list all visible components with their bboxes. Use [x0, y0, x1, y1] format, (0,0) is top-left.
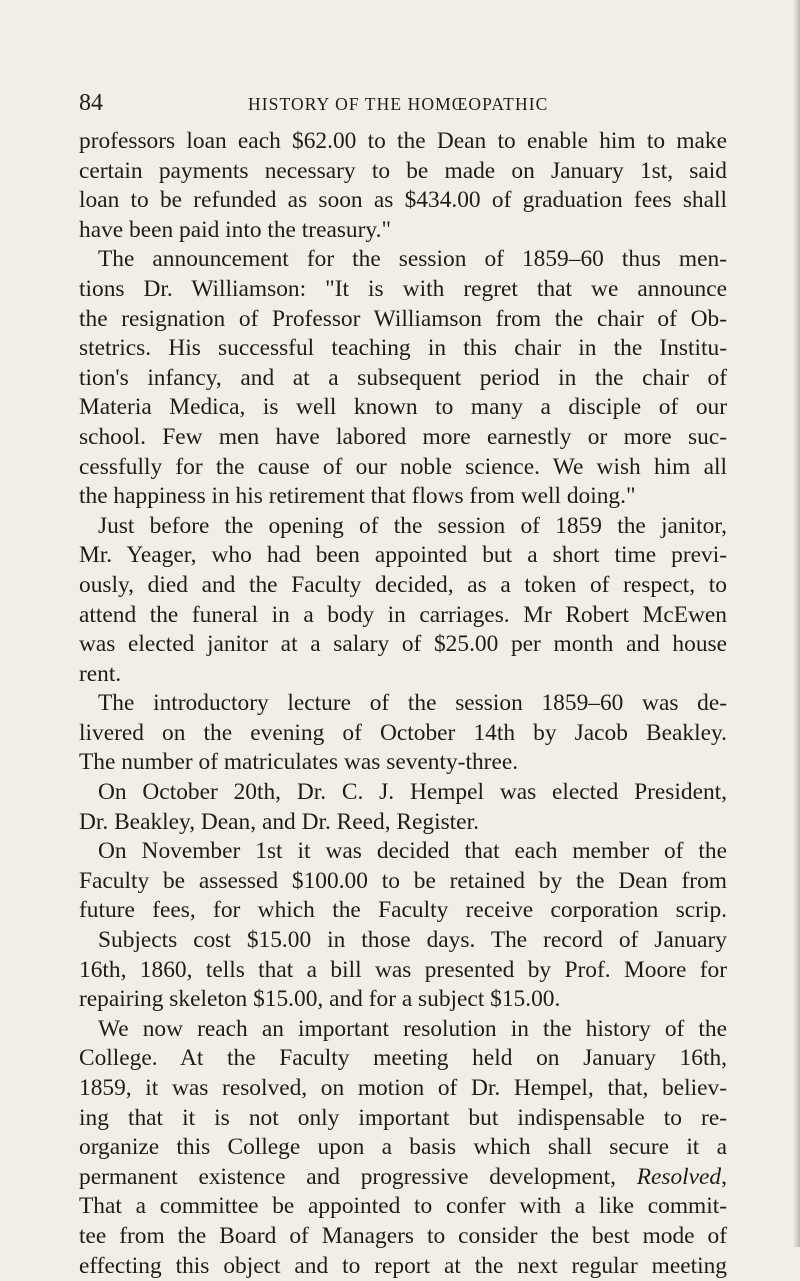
text-line-content: future fees, for which the Faculty receive corporation scrip.: [79, 897, 727, 924]
text-line: [79, 630, 727, 660]
text-line-content: stetrics. His successful teaching in this chair in the Institu-: [79, 335, 727, 362]
text-line-content: loan to be refunded as soon as $434.00 of graduation fees shall: [79, 187, 727, 214]
text-line: [79, 748, 727, 778]
text-line: [79, 1163, 727, 1193]
text-line-content: College. At the Faculty meeting held on January 16th,: [79, 1045, 727, 1072]
running-head: HISTORY OF THE HOMŒOPATHIC: [248, 94, 549, 114]
page-edge-shadow: [793, 0, 800, 1247]
page-header: [0, 88, 800, 118]
text-line-content: Faculty be assessed $100.00 to be retained by the Dean from: [79, 867, 727, 894]
text-line: [79, 512, 727, 542]
text-line: [79, 660, 727, 690]
text-line-content: tion's infancy, and at a subsequent period in the chair of: [79, 364, 727, 391]
italic-word: Resolved: [636, 1163, 722, 1190]
text-line: [79, 1192, 727, 1222]
text-line: [79, 778, 727, 808]
text-line-punctuation: ,: [721, 1163, 727, 1190]
text-line: [79, 837, 727, 867]
text-line-content: Dr. Beakley, Dean, and Dr. Reed, Register.: [79, 808, 479, 835]
text-line-content: Subjects cost $15.00 in those days. The record of January: [98, 927, 727, 954]
text-line: [79, 216, 727, 246]
text-line-content: have been paid into the treasury.": [79, 216, 391, 243]
text-line-content: tee from the Board of Managers to consider the best mode of: [79, 1222, 727, 1249]
text-line: [79, 601, 727, 631]
text-line-content: rent.: [79, 660, 122, 687]
text-line-content: cessfully for the cause of our noble science. We wish him all: [79, 453, 727, 480]
text-line-content: 1859, it was resolved, on motion of Dr. Hempel, that, believ-: [79, 1075, 727, 1101]
text-line-content: On October 20th, Dr. C. J. Hempel was elected President,: [98, 779, 727, 806]
text-line-content: tions Dr. Williamson: "It is with regret that we announce: [79, 275, 727, 302]
body-text: [79, 127, 727, 1281]
text-line-content: 16th, 1860, tells that a bill was presented by Prof. Moore for: [79, 956, 727, 983]
text-line: [79, 1222, 727, 1252]
text-line: [79, 334, 727, 364]
text-line: [79, 157, 727, 187]
text-line-content: The introductory lecture of the session 1859–60 was de-: [98, 690, 727, 717]
text-line: [79, 245, 727, 275]
text-line-content: The number of matriculates was seventy-three.: [79, 749, 519, 776]
text-line: [79, 1252, 727, 1281]
text-line-content: On November 1st it was decided that each member of the: [98, 838, 727, 865]
text-line: [79, 275, 727, 305]
page-number: 84: [79, 90, 103, 116]
text-line: [79, 926, 727, 956]
text-line: [79, 127, 727, 157]
text-line-content: school. Few men have labored more earnestly or more suc-: [79, 423, 727, 450]
text-line: [79, 1133, 727, 1163]
text-line: [79, 1074, 727, 1104]
text-line-content: livered on the evening of October 14th by Jacob Beakley.: [79, 719, 727, 746]
text-line-content: attend the funeral in a body in carriages. Mr Robert McEwen: [79, 601, 727, 628]
text-line: [79, 808, 727, 838]
text-line: [79, 1015, 727, 1045]
text-line: [79, 453, 727, 483]
text-line-content: certain payments necessary to be made on January 1st, said: [79, 157, 727, 184]
text-line-content: That a committee be appointed to confer with a like commit-: [79, 1193, 727, 1220]
text-line-content: repairing skeleton $15.00, and for a subject $15.00.: [79, 986, 561, 1013]
text-line-content: The announcement for the session of 1859–60 thus men-: [98, 246, 727, 273]
text-line-content: was elected janitor at a salary of $25.00 per month and house: [79, 631, 727, 658]
text-line-content: the resignation of Professor Williamson from the chair of Ob-: [79, 305, 727, 332]
text-line-content: Mr. Yeager, who had been appointed but a short time previ-: [79, 542, 727, 569]
text-line-content: Materia Medica, is well known to many a disciple of our: [79, 394, 727, 421]
text-line: [79, 541, 727, 571]
text-line-content: effecting this object and to report at the next regular meeting: [79, 1252, 727, 1279]
text-line-content: We now reach an important resolution in the history of the: [98, 1015, 727, 1042]
text-line: [79, 393, 727, 423]
text-line-content: permanent existence and progressive development,: [79, 1163, 637, 1190]
text-line-content: the happiness in his retirement that flows from well doing.": [79, 483, 636, 510]
text-line: [79, 867, 727, 897]
text-line: [79, 571, 727, 601]
text-line-content: ously, died and the Faculty decided, as a token of respect, to: [79, 571, 727, 598]
text-line-content: professors loan each $62.00 to the Dean to enable him to make: [79, 128, 727, 154]
text-line: [79, 186, 727, 216]
text-line: [79, 689, 727, 719]
text-line: [79, 423, 727, 453]
text-line-content: ing that it is not only important but indispensable to re-: [79, 1104, 727, 1131]
text-line: [79, 1044, 727, 1074]
text-line: [79, 364, 727, 394]
text-line: [79, 1104, 727, 1134]
text-line: [79, 956, 727, 986]
text-line: [79, 719, 727, 749]
text-line-content: Just before the opening of the session of 1859 the janitor,: [98, 512, 727, 539]
text-line: [79, 985, 727, 1015]
text-line: [79, 482, 727, 512]
text-line: [79, 305, 727, 335]
text-line-content: organize this College upon a basis which shall secure it a: [79, 1134, 727, 1161]
text-line: [79, 896, 727, 926]
